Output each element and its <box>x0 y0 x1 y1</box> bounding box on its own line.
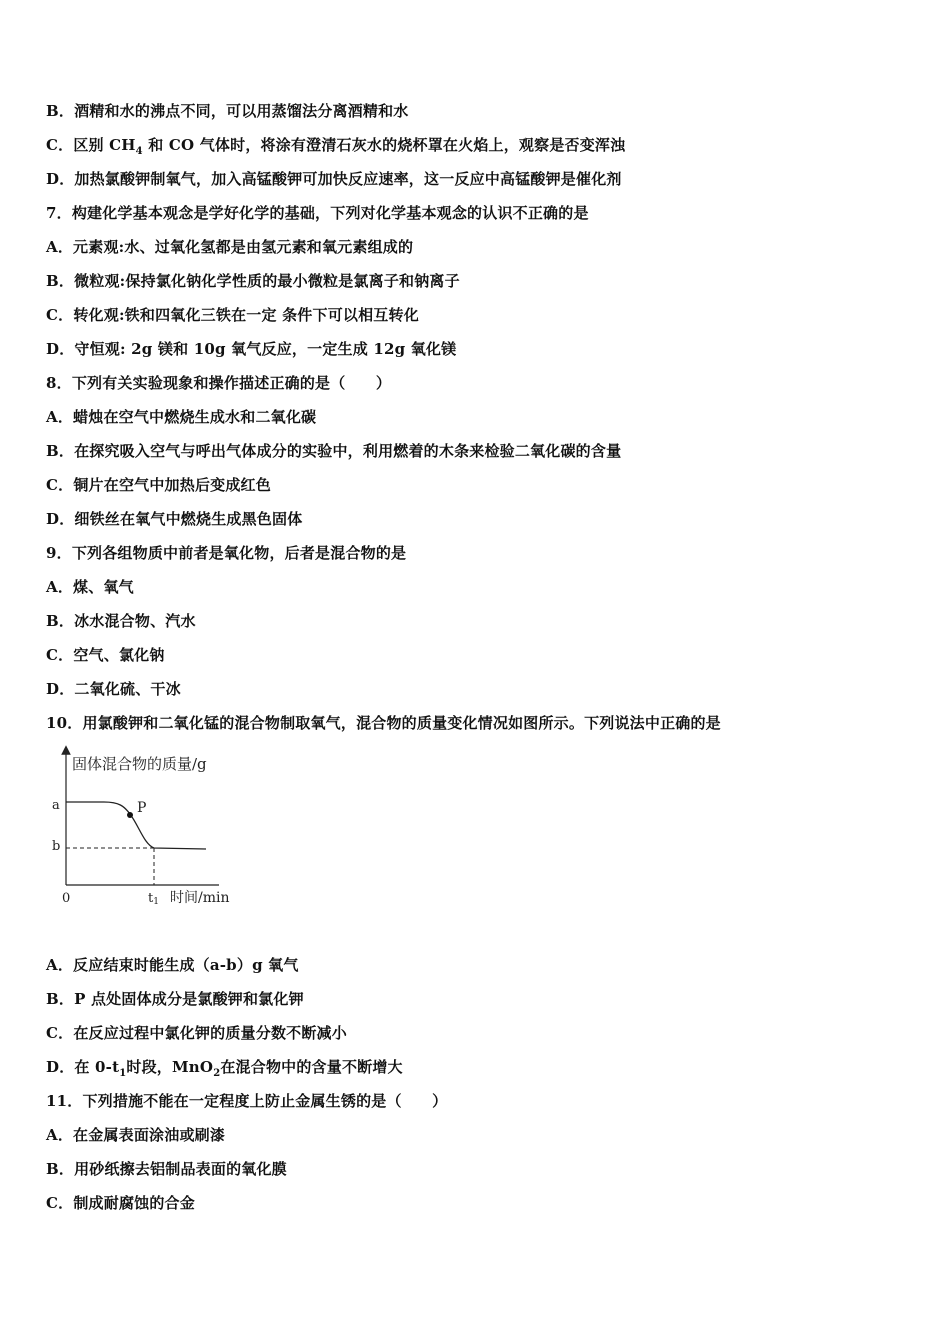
question-7: 7．构建化学基本观念是学好化学的基础，下列对化学基本观念的认识不正确的是 <box>46 204 589 222</box>
point-p-label: P <box>137 800 147 816</box>
q8-option-b: B．在探究吸入空气与呼出气体成分的实验中，利用燃着的木条来检验二氧化碳的含量 <box>46 442 622 460</box>
q10-option-a: A．反应结束时能生成（a-b）g 氧气 <box>46 956 299 974</box>
q6-option-d: D．加热氯酸钾制氧气，加入高锰酸钾可加快反应速率，这一反应中高锰酸钾是催化剂 <box>46 170 622 188</box>
q7-option-d: D．守恒观: 2g 镁和 10g 氧气反应，一定生成 12g 氧化镁 <box>46 340 457 358</box>
q8-option-a: A．蜡烛在空气中燃烧生成水和二氧化碳 <box>46 408 317 426</box>
q11-option-b: B．用砂纸擦去铝制品表面的氧化膜 <box>46 1160 287 1178</box>
q8-option-c: C．铜片在空气中加热后变成红色 <box>46 476 271 494</box>
q7-option-a: A．元素观:水、过氧化氢都是由氢元素和氧元素组成的 <box>46 238 414 256</box>
q10-option-b: B．P 点处固体成分是氯酸钾和氯化钾 <box>46 990 304 1008</box>
x-axis-label: 时间/min <box>170 890 230 906</box>
q8-option-d: D．细铁丝在氧气中燃烧生成黑色固体 <box>46 510 303 528</box>
origin-label: 0 <box>62 891 71 906</box>
point-p <box>127 812 133 818</box>
q7-option-c: C．转化观:铁和四氧化三铁在一定 条件下可以相互转化 <box>46 306 419 324</box>
q7-option-b: B．微粒观:保持氯化钠化学性质的最小微粒是氯离子和钠离子 <box>46 272 460 290</box>
q6-option-b: B．酒精和水的沸点不同，可以用蒸馏法分离酒精和水 <box>46 102 409 120</box>
y-mark-b: b <box>52 839 61 854</box>
q11-option-c: C．制成耐腐蚀的合金 <box>46 1194 195 1212</box>
question-8: 8．下列有关实验现象和操作描述正确的是（ ） <box>46 374 392 392</box>
y-axis-label: 固体混合物的质量/g <box>72 755 207 773</box>
q9-option-b: B．冰水混合物、汽水 <box>46 612 196 630</box>
q9-option-d: D．二氧化硫、干冰 <box>46 680 181 698</box>
q11-option-a: A．在金属表面涂油或刷漆 <box>46 1126 226 1144</box>
q9-option-c: C．空气、氯化钠 <box>46 646 165 664</box>
mass-time-graph <box>44 742 244 910</box>
question-11: 11．下列措施不能在一定程度上防止金属生锈的是（ ） <box>46 1092 448 1110</box>
q9-option-a: A．煤、氧气 <box>46 578 134 596</box>
mass-curve <box>66 802 206 849</box>
y-mark-a: a <box>52 798 60 813</box>
q10-option-d: D．在 $0-t_1$时段，MnO$_2$在混合物中的含量不断增大 <box>46 1058 403 1079</box>
q6-option-c: C．区别 $CH_4$ 和 CO 气体时，将涂有澄清石灰水的烧杯罩在火焰上，观察是否变浑浊 <box>46 136 626 157</box>
question-10: 10．用氯酸钾和二氧化锰的混合物制取氧气，混合物的质量变化情况如图所示。下列说法中正确的是 <box>46 714 721 732</box>
t1-label: t1 <box>148 891 159 907</box>
question-9: 9．下列各组物质中前者是氧化物，后者是混合物的是 <box>46 544 407 562</box>
q10-option-c: C．在反应过程中氯化钾的质量分数不断减小 <box>46 1024 347 1042</box>
